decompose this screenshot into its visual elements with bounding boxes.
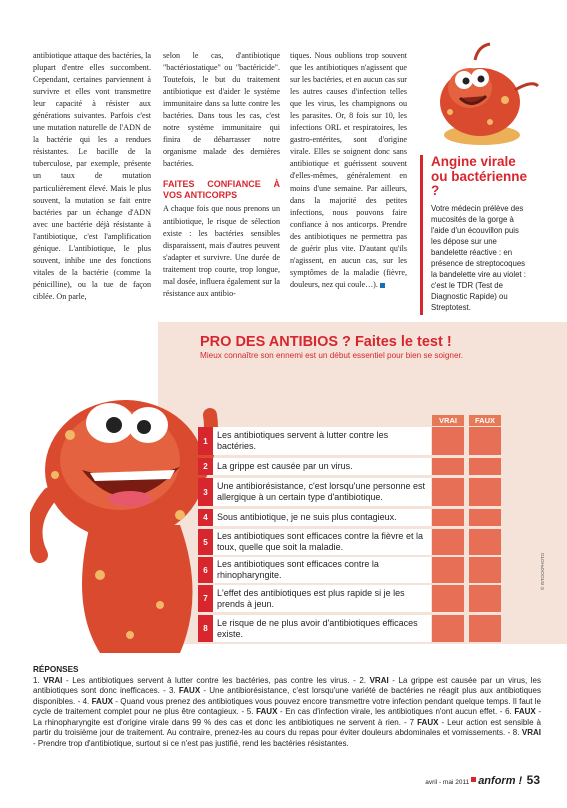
- question-text: Le risque de ne plus avoir d'antibiotiques efficaces existe.: [213, 615, 431, 642]
- question-number: 8: [198, 615, 213, 642]
- answers-title: RÉPONSES: [33, 665, 79, 674]
- quiz-question-row: [198, 529, 501, 555]
- column-header-faux: FAUX: [469, 415, 501, 426]
- photo-credit: © ISTOCKPHOTO: [540, 552, 545, 590]
- answer-box-vrai[interactable]: [432, 615, 464, 642]
- answer-box-faux[interactable]: [469, 529, 501, 555]
- sidebar-text: Votre médecin prélève des mucosités de la gorge à l'aide d'un écouvillon puis les dépose sur une bandelette réactive : en présence de streptocoques la bandelette vire au violet : c'est le TDR (Test de Diagnostic Rapide) ou Streptotest.: [431, 204, 526, 312]
- answer-box-faux[interactable]: [469, 458, 501, 475]
- answer-box-faux[interactable]: [469, 427, 501, 455]
- end-mark-icon: [380, 283, 385, 288]
- article-column-2: [163, 50, 280, 300]
- quiz-question-row: [198, 509, 501, 526]
- answer-box-vrai[interactable]: [432, 458, 464, 475]
- question-number: 2: [198, 458, 213, 475]
- footer-square-icon: [471, 777, 476, 782]
- quiz-title: PRO DES ANTIBIOS ? Faites le test !: [200, 334, 452, 350]
- answers-text: 1. VRAI - Les antibiotiques servent à lutter contre les bactéries, pas contre les virus. - 2. VRAI - La grippe est causée par un virus, les antibiotiques sont donc inefficaces. - 3. FAUX - Une antibiorésistance, c'est lorsqu'une variété de bactéries ne réagit plus aux antibiotiques disponibles. - 4. FAUX - Quand vous prenez des antibiotiques vous pouvez encore transmettre votre infection pendant quelque temps. Il faut le cycle de traitement complet pour ne plus être contagieux. - 5. FAUX - En cas d'infection virale, les antibiotiques n'ont aucun effet. - 6. FAUX - La rhinopharyngite est d'origine virale dans 99 % des cas et donc les antibiotiques ne servent à rien. - 7 FAUX - Leur action est sensible à partir du troisième jour de traitement. Au contraire, prenez-les au cours du repas pour éviter douleurs abdominales et vomissements. - 8. VRAI - Prendre trop d'antibiotique, surtout si ce n'est pas justifié, rend les bactéries résistantes.: [33, 675, 542, 748]
- article-paragraph: antibiotique attaque des bactéries, la plupart d'entre elles succombent. Cependant, certaines parviennent à survivre et elles vont transmettre leur capacité à résister aux générations suivantes. Parfois c'est une mutation naturelle de l'ADN de la bactérie qui les a rendues résistantes. Le bacille de la tuberculose, par exemple, présente un taux de mutation particulièrement élevé. Mais le plus souvent, la mutation se fait entre bactéries par un échange d'ADN avec une bactérie déjà résistante à l'antibiotique, c'est l'amplification génique. L'antibiotique, le plus souvent, inhibe une des fonctions vitales de la bactérie (comme la pénicilline), ou la tue de façon ciblée. On parle,: [33, 51, 151, 301]
- answer-box-vrai[interactable]: [432, 529, 464, 555]
- bacteria-mascot-illustration: [30, 375, 220, 655]
- question-text: Les antibiotiques servent à lutter contre les bactéries.: [213, 427, 431, 455]
- quiz-question-row: [198, 478, 501, 506]
- answer-box-faux[interactable]: [469, 615, 501, 642]
- quiz-question-row: [198, 557, 501, 583]
- answer-box-faux[interactable]: [469, 585, 501, 612]
- quiz-question-row: [198, 427, 501, 455]
- quiz-subtitle: Mieux connaître son ennemi est un début essentiel pour bien se soigner.: [200, 351, 464, 360]
- question-number: 5: [198, 529, 213, 555]
- question-number: 1: [198, 427, 213, 455]
- answers-section: [33, 665, 541, 749]
- answer-box-vrai[interactable]: [432, 585, 464, 612]
- answer-box-vrai[interactable]: [432, 509, 464, 526]
- magazine-name: anform !: [478, 775, 523, 787]
- page-number: 53: [526, 773, 540, 787]
- answer-box-faux[interactable]: [469, 478, 501, 506]
- article-paragraph: A chaque fois que nous prenons un antibiotique, le risque de sélection existe : les bactéries sensibles disparaissent, mais d'autres peuvent s'adapter et survivre. Une durée de traitement trop courte, trop longue, mal dosée, influera également sur la résistance aux antibio-: [163, 204, 280, 298]
- question-number: 7: [198, 585, 213, 612]
- quiz-header: [200, 334, 540, 361]
- bacteria-illustration-small: [420, 40, 545, 152]
- question-number: 4: [198, 509, 213, 526]
- article-paragraph: selon le cas, d'antibiotique "bactériostatique" ou "bactéricide". Toutefois, le but du traitement antibiotique est d'aider le système immunitaire dans sa lutte contre les bactéries. Dans tous les cas, c'est notre système immunitaire qui finira de débarrasser notre organisme malade des dernières bactéries.: [163, 51, 280, 169]
- column-header-vrai: VRAI: [432, 415, 464, 426]
- question-number: 3: [198, 478, 213, 506]
- article-paragraph: tiques. Nous oublions trop souvent que les antibiotiques n'agissent que sur les bactéries, et en aucun cas sur les autres causes d'infection telles que les virus, les champignons ou les parasites. Or, 8 fois sur 10, les infections ORL et respiratoires, les gastro-entérites, sont d'origine virale. Elles se soignent donc sans antibiotique et guérissent souvent d'elles-mêmes, généralement en moins d'une semaine. Par ailleurs, dans la majorité des petites infections, nous pouvons faire confiance à nos anticorps. Prendre des antibiotiques ne permettra pas de guérir plus vite. D'autant qu'ils n'agissent, en aucun cas, sur les symptômes de la maladie (fièvre, douleurs, nez qui coule…).: [290, 51, 407, 289]
- answer-box-vrai[interactable]: [432, 427, 464, 455]
- question-text: Sous antibiotique, je ne suis plus contagieux.: [213, 509, 431, 526]
- quiz-question-row: [198, 458, 501, 475]
- article-column-3: [290, 50, 407, 291]
- answer-box-faux[interactable]: [469, 509, 501, 526]
- question-text: La grippe est causée par un virus.: [213, 458, 431, 475]
- answer-box-faux[interactable]: [469, 557, 501, 583]
- question-text: Une antibiorésistance, c'est lorsqu'une personne est allergique à un certain type d'antibiotique.: [213, 478, 431, 506]
- sidebar-box: [420, 155, 531, 315]
- page-footer: [425, 771, 540, 789]
- issue-date: avril - mai 2011: [425, 779, 470, 786]
- quiz-question-row: [198, 615, 501, 642]
- question-text: Les antibiotiques sont efficaces contre la rhinopharyngite.: [213, 557, 431, 583]
- answer-box-vrai[interactable]: [432, 478, 464, 506]
- section-heading: FAITES CONFIANCE À VOS ANTICORPS: [163, 179, 280, 201]
- quiz-question-row: [198, 585, 501, 612]
- question-number: 6: [198, 557, 213, 583]
- article-column-1: [33, 50, 151, 303]
- sidebar-title: Angine virale ou bactérienne ?: [431, 154, 528, 198]
- question-text: Les antibiotiques sont efficaces contre la fièvre et la toux, quelle que soit la maladie.: [213, 529, 431, 555]
- answer-box-vrai[interactable]: [432, 557, 464, 583]
- question-text: L'effet des antibiotiques est plus rapide si je les prends à jeun.: [213, 585, 431, 612]
